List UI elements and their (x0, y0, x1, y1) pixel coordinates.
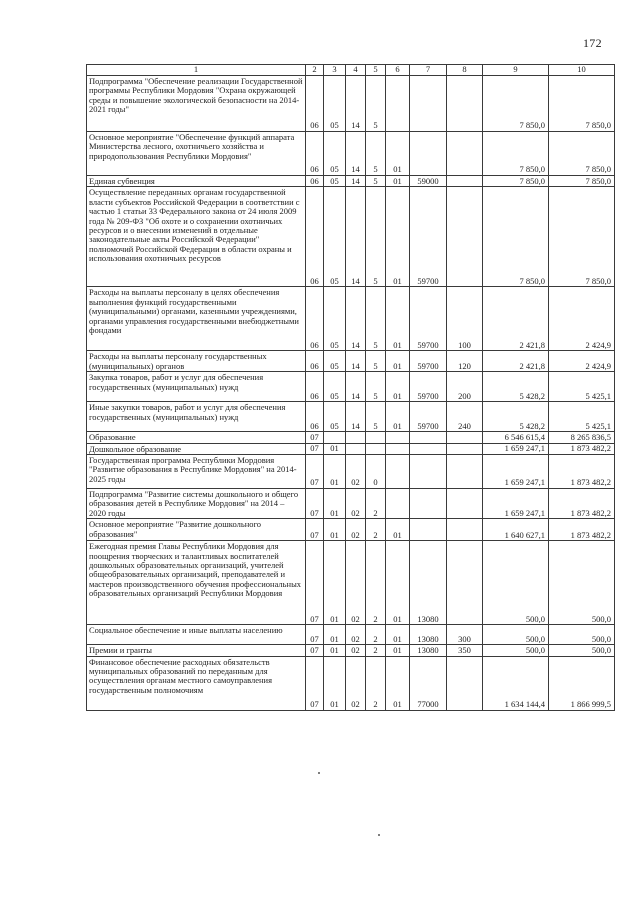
cell-code-8 (447, 656, 483, 710)
table-row (87, 443, 615, 454)
row-name: Расходы на выплаты персоналу государственных (муниципальных) органов (87, 351, 306, 372)
row-name: Социальное обеспечение и иные выплаты населению (87, 625, 306, 645)
cell-code-6: 01 (386, 645, 410, 656)
cell-code-8 (447, 455, 483, 489)
cell-code-4: 14 (346, 351, 366, 372)
cell-code-3 (324, 432, 346, 443)
cell-code-6: 01 (386, 287, 410, 351)
cell-code-5: 5 (366, 176, 386, 187)
cell-code-5 (366, 443, 386, 454)
cell-code-3: 05 (324, 76, 346, 132)
scan-speck (378, 834, 380, 836)
table-row (87, 489, 615, 519)
row-name: Закупка товаров, работ и услуг для обеспечения государственных (муниципальных) нужд (87, 372, 306, 402)
cell-code-2: 07 (306, 489, 324, 519)
table-row (87, 455, 615, 489)
cell-amount-10: 7 850,0 (549, 132, 615, 176)
cell-code-8 (447, 432, 483, 443)
column-header: 8 (447, 65, 483, 76)
cell-code-2: 07 (306, 645, 324, 656)
cell-code-7: 13080 (410, 645, 447, 656)
cell-code-3: 05 (324, 132, 346, 176)
table-row (87, 372, 615, 402)
cell-amount-10: 2 424,9 (549, 287, 615, 351)
cell-amount-9: 1 659 247,1 (483, 455, 549, 489)
cell-code-4: 14 (346, 187, 366, 287)
table-row (87, 76, 615, 132)
cell-code-6: 01 (386, 541, 410, 625)
column-header: 4 (346, 65, 366, 76)
table-row (87, 656, 615, 710)
table-header-row (87, 65, 615, 76)
column-header: 9 (483, 65, 549, 76)
cell-code-3: 05 (324, 176, 346, 187)
table-row (87, 625, 615, 645)
table-row (87, 432, 615, 443)
row-name: Подпрограмма "Обеспечение реализации Государственной программы Республики Мордовия "Охрана окружающей среды и повышение экологической безопасности на 2014-2021 годы" (87, 76, 306, 132)
cell-code-7 (410, 432, 447, 443)
row-name: Ежегодная премия Главы Республики Мордовия для поощрения творческих и талантливых воспитателей дошкольных образовательных организаций, учителей общеобразовательных организаций, преподавателей и мастеров производственного обучения профессиональных образовательных организаций Республики Мордовия (87, 541, 306, 625)
cell-amount-9: 500,0 (483, 625, 549, 645)
cell-code-7 (410, 443, 447, 454)
cell-code-3: 05 (324, 351, 346, 372)
cell-code-4: 14 (346, 372, 366, 402)
cell-code-7: 13080 (410, 541, 447, 625)
cell-code-5: 5 (366, 351, 386, 372)
cell-code-8: 300 (447, 625, 483, 645)
cell-code-4: 02 (346, 541, 366, 625)
cell-code-5: 5 (366, 402, 386, 432)
cell-code-6: 01 (386, 402, 410, 432)
cell-code-6 (386, 455, 410, 489)
row-name: Расходы на выплаты персоналу в целях обеспечения выполнения функций государственными (муниципальными) органами, казенными учреждениями, органами управления государственными внебюджетными фондами (87, 287, 306, 351)
cell-code-7: 59700 (410, 287, 447, 351)
cell-amount-9: 7 850,0 (483, 187, 549, 287)
cell-code-8: 100 (447, 287, 483, 351)
cell-code-6: 01 (386, 176, 410, 187)
row-name: Премии и гранты (87, 645, 306, 656)
table-row (87, 402, 615, 432)
cell-code-3: 05 (324, 287, 346, 351)
cell-code-2: 06 (306, 187, 324, 287)
cell-code-2: 06 (306, 76, 324, 132)
row-name: Подпрограмма "Развитие системы дошкольного и общего образования детей в Республике Мордовия" на 2014 – 2020 годы (87, 489, 306, 519)
cell-amount-10: 5 425,1 (549, 402, 615, 432)
cell-code-3: 01 (324, 519, 346, 541)
cell-amount-10: 1 873 482,2 (549, 489, 615, 519)
column-header: 7 (410, 65, 447, 76)
cell-code-5: 5 (366, 287, 386, 351)
cell-code-7 (410, 76, 447, 132)
cell-code-4: 14 (346, 176, 366, 187)
cell-code-7 (410, 489, 447, 519)
cell-code-4: 02 (346, 519, 366, 541)
column-header: 5 (366, 65, 386, 76)
cell-code-8 (447, 443, 483, 454)
cell-code-8 (447, 541, 483, 625)
row-name: Дошкольное образование (87, 443, 306, 454)
cell-code-6: 01 (386, 351, 410, 372)
column-header: 10 (549, 65, 615, 76)
cell-amount-10: 1 873 482,2 (549, 443, 615, 454)
cell-code-8 (447, 132, 483, 176)
cell-code-3: 01 (324, 443, 346, 454)
cell-amount-10: 7 850,0 (549, 176, 615, 187)
row-name: Образование (87, 432, 306, 443)
table-row (87, 187, 615, 287)
cell-amount-10: 5 425,1 (549, 372, 615, 402)
cell-code-2: 07 (306, 656, 324, 710)
cell-amount-9: 7 850,0 (483, 176, 549, 187)
cell-amount-10: 7 850,0 (549, 76, 615, 132)
cell-code-6: 01 (386, 372, 410, 402)
cell-code-6: 01 (386, 656, 410, 710)
cell-amount-10: 1 873 482,2 (549, 519, 615, 541)
cell-code-7: 59700 (410, 187, 447, 287)
cell-code-6: 01 (386, 187, 410, 287)
cell-code-3: 05 (324, 187, 346, 287)
cell-amount-9: 7 850,0 (483, 132, 549, 176)
cell-code-3: 05 (324, 372, 346, 402)
cell-code-5: 2 (366, 489, 386, 519)
table-row (87, 351, 615, 372)
table-row (87, 519, 615, 541)
table-row (87, 287, 615, 351)
cell-code-7: 59000 (410, 176, 447, 187)
scan-speck (318, 772, 320, 774)
column-header: 1 (87, 65, 306, 76)
cell-amount-9: 6 546 615,4 (483, 432, 549, 443)
cell-code-7: 13080 (410, 625, 447, 645)
cell-code-2: 06 (306, 372, 324, 402)
cell-code-4: 14 (346, 402, 366, 432)
cell-code-2: 06 (306, 287, 324, 351)
cell-amount-9: 1 634 144,4 (483, 656, 549, 710)
cell-code-4: 02 (346, 625, 366, 645)
row-name: Основное мероприятие "Обеспечение функций аппарата Министерства лесного, охотничьего хозяйства и природопользования Республики Мордовия" (87, 132, 306, 176)
cell-code-3: 01 (324, 645, 346, 656)
cell-code-5: 5 (366, 372, 386, 402)
cell-code-4: 02 (346, 489, 366, 519)
cell-code-5: 5 (366, 132, 386, 176)
cell-code-2: 07 (306, 455, 324, 489)
cell-code-2: 07 (306, 432, 324, 443)
cell-code-6 (386, 489, 410, 519)
cell-amount-10: 500,0 (549, 541, 615, 625)
cell-code-4: 14 (346, 132, 366, 176)
row-name: Единая субвенция (87, 176, 306, 187)
cell-amount-9: 1 640 627,1 (483, 519, 549, 541)
cell-code-5: 2 (366, 645, 386, 656)
cell-code-6: 01 (386, 519, 410, 541)
cell-amount-10: 1 866 999,5 (549, 656, 615, 710)
cell-code-4 (346, 432, 366, 443)
cell-code-3: 01 (324, 541, 346, 625)
cell-code-2: 06 (306, 132, 324, 176)
row-name: Иные закупки товаров, работ и услуг для обеспечения государственных (муниципальных) нужд (87, 402, 306, 432)
cell-amount-10: 1 873 482,2 (549, 455, 615, 489)
cell-code-6 (386, 432, 410, 443)
table-row (87, 176, 615, 187)
cell-code-7 (410, 455, 447, 489)
cell-amount-10: 500,0 (549, 625, 615, 645)
cell-amount-10: 2 424,9 (549, 351, 615, 372)
cell-amount-10: 500,0 (549, 645, 615, 656)
cell-code-8 (447, 176, 483, 187)
cell-code-7: 59700 (410, 402, 447, 432)
cell-code-5: 5 (366, 76, 386, 132)
cell-code-7: 77000 (410, 656, 447, 710)
column-header: 2 (306, 65, 324, 76)
table-row (87, 645, 615, 656)
cell-code-3: 01 (324, 455, 346, 489)
cell-code-6: 01 (386, 625, 410, 645)
cell-code-8: 240 (447, 402, 483, 432)
cell-code-4: 02 (346, 455, 366, 489)
cell-code-2: 06 (306, 402, 324, 432)
cell-code-3: 01 (324, 625, 346, 645)
cell-amount-10: 7 850,0 (549, 187, 615, 287)
cell-amount-9: 500,0 (483, 541, 549, 625)
cell-code-4: 14 (346, 76, 366, 132)
cell-code-3: 05 (324, 402, 346, 432)
cell-code-7: 59700 (410, 372, 447, 402)
cell-code-4: 02 (346, 656, 366, 710)
row-name: Финансовое обеспечение расходных обязательств муниципальных образований по переданным для осуществления органам местного самоуправления государственным полномочиям (87, 656, 306, 710)
cell-code-4 (346, 443, 366, 454)
cell-code-6 (386, 76, 410, 132)
cell-amount-9: 5 428,2 (483, 402, 549, 432)
cell-code-8 (447, 519, 483, 541)
cell-code-8: 120 (447, 351, 483, 372)
cell-code-5: 2 (366, 625, 386, 645)
column-header: 3 (324, 65, 346, 76)
cell-code-2: 07 (306, 541, 324, 625)
row-name: Государственная программа Республики Мордовия "Развитие образования в Республике Мордовия" на 2014-2025 годы (87, 455, 306, 489)
cell-code-8: 200 (447, 372, 483, 402)
cell-code-2: 06 (306, 351, 324, 372)
cell-code-4: 14 (346, 287, 366, 351)
cell-code-2: 07 (306, 443, 324, 454)
cell-amount-10: 8 265 836,5 (549, 432, 615, 443)
cell-code-8 (447, 187, 483, 287)
cell-code-8 (447, 489, 483, 519)
cell-code-2: 07 (306, 625, 324, 645)
cell-code-3: 01 (324, 489, 346, 519)
cell-code-8 (447, 76, 483, 132)
cell-amount-9: 7 850,0 (483, 76, 549, 132)
cell-code-2: 06 (306, 176, 324, 187)
cell-code-5: 5 (366, 187, 386, 287)
cell-code-5: 2 (366, 519, 386, 541)
cell-code-8: 350 (447, 645, 483, 656)
cell-amount-9: 2 421,8 (483, 351, 549, 372)
cell-code-5: 2 (366, 656, 386, 710)
cell-code-5 (366, 432, 386, 443)
cell-amount-9: 500,0 (483, 645, 549, 656)
cell-code-6 (386, 443, 410, 454)
row-name: Осуществление переданных органам государственной власти субъектов Российской Федерации в соответствии с частью 1 статьи 33 Федерального закона от 24 июля 2009 года № 209-ФЗ "Об охоте и о сохранении охотничьих ресурсов и о внесении изменений в отдельные законодательные акты Российской Федерации" полномочий Российской Федерации в области охраны и использования охотничьих ресурсов (87, 187, 306, 287)
cell-code-7 (410, 132, 447, 176)
table-row (87, 132, 615, 176)
cell-code-2: 07 (306, 519, 324, 541)
cell-code-3: 01 (324, 656, 346, 710)
cell-code-6: 01 (386, 132, 410, 176)
row-name: Основное мероприятие "Развитие дошкольного образования" (87, 519, 306, 541)
page-number: 172 (583, 36, 602, 50)
column-header: 6 (386, 65, 410, 76)
budget-table (86, 64, 615, 711)
cell-amount-9: 1 659 247,1 (483, 443, 549, 454)
cell-code-7: 59700 (410, 351, 447, 372)
cell-code-4: 02 (346, 645, 366, 656)
table-row (87, 541, 615, 625)
cell-code-5: 2 (366, 541, 386, 625)
cell-amount-9: 5 428,2 (483, 372, 549, 402)
cell-amount-9: 1 659 247,1 (483, 489, 549, 519)
cell-code-7 (410, 519, 447, 541)
cell-code-5: 0 (366, 455, 386, 489)
cell-amount-9: 2 421,8 (483, 287, 549, 351)
